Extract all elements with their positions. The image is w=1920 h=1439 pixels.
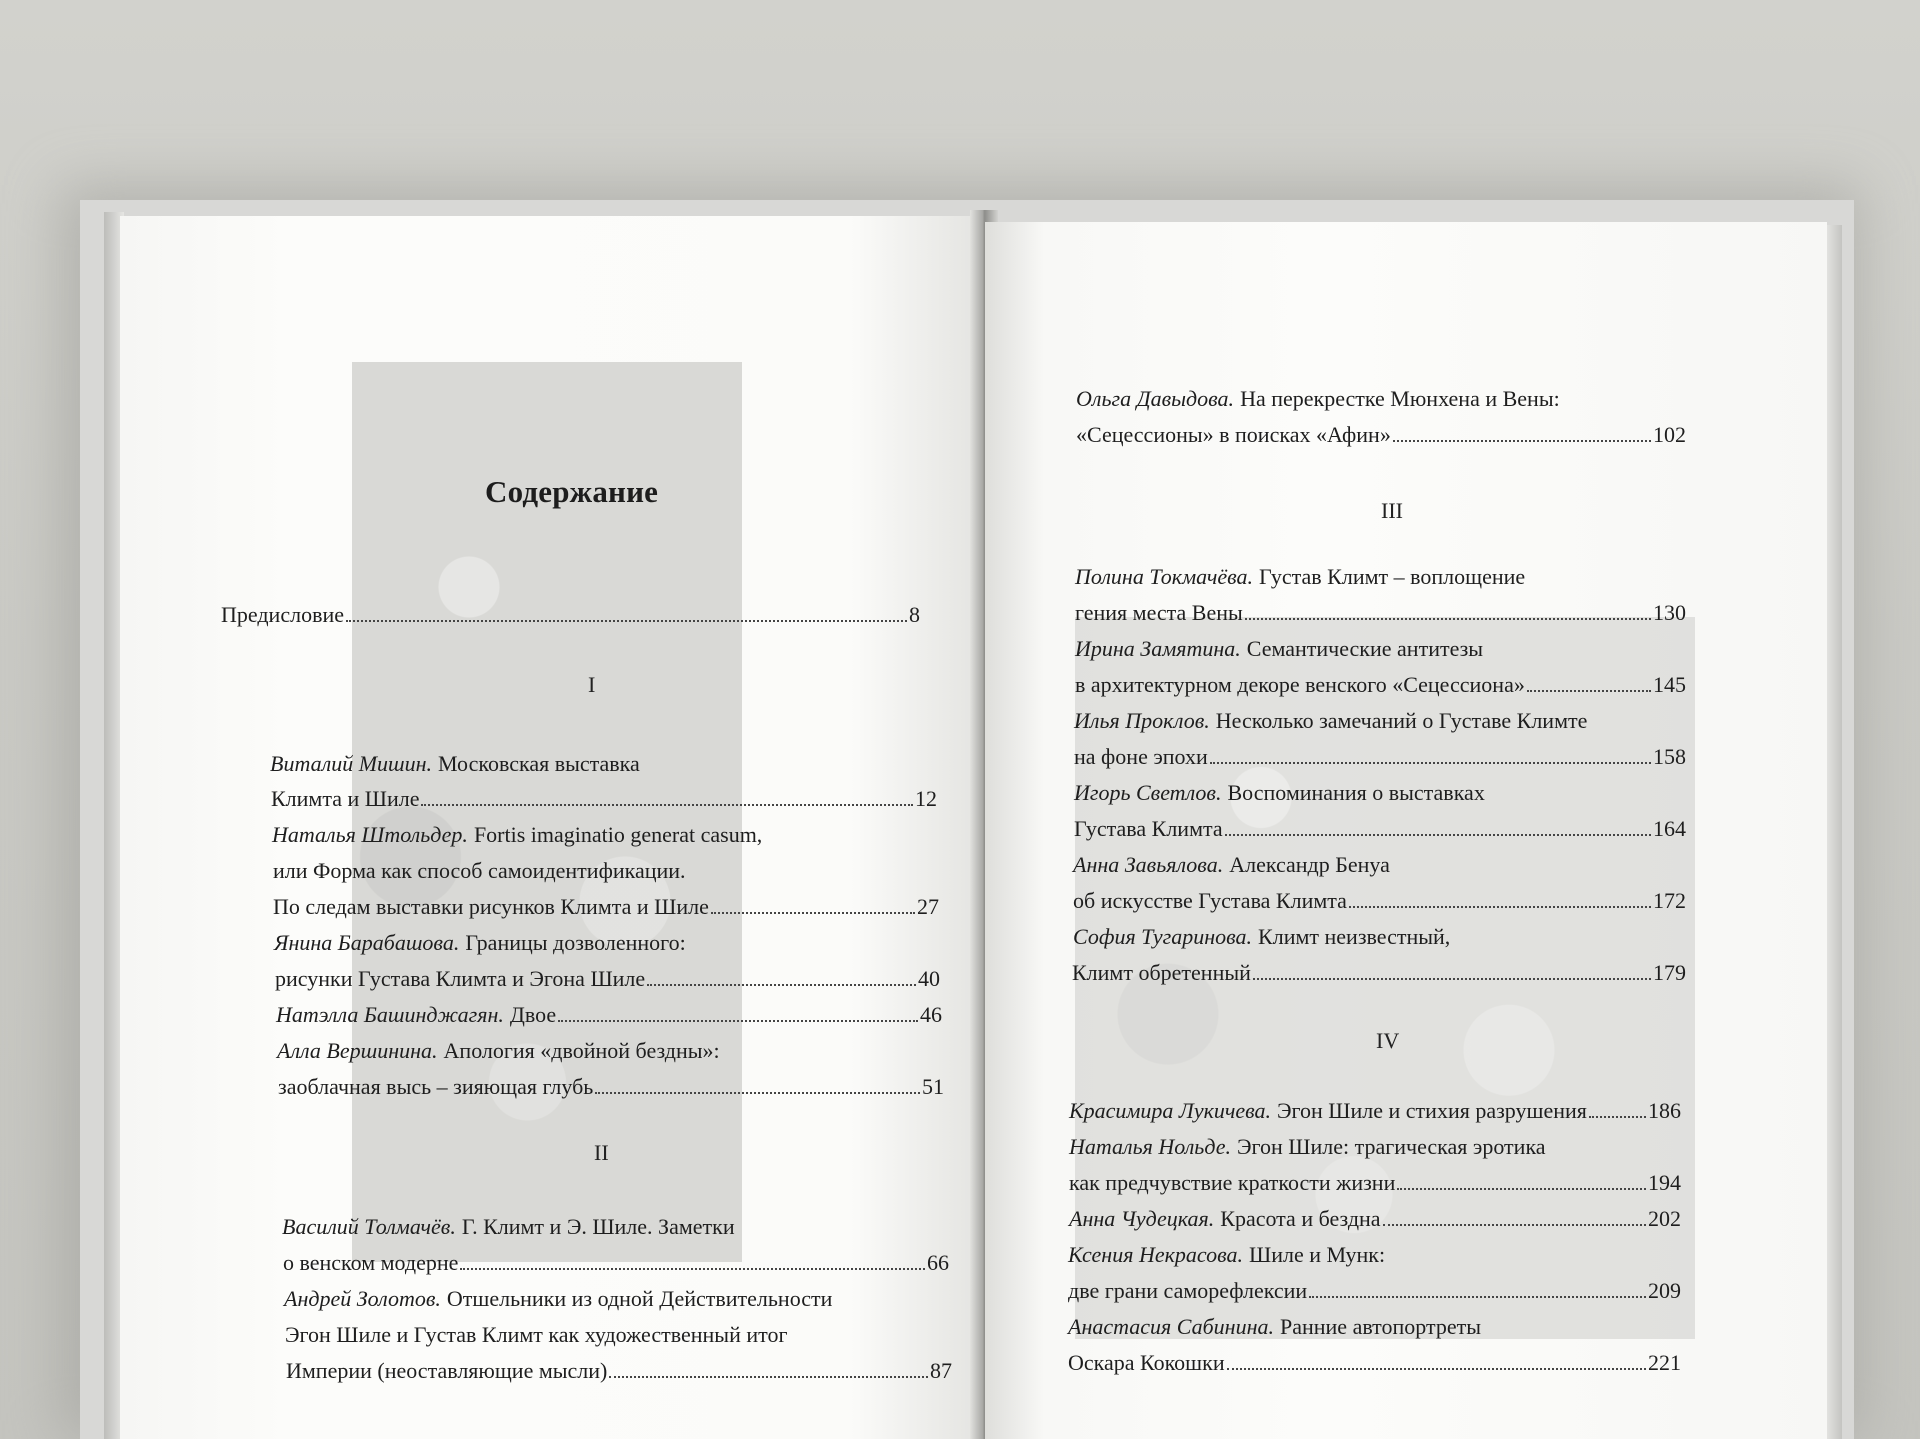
toc-page-number: 66 [927,1250,949,1275]
toc-author: София Тугаринова. [1073,924,1253,949]
toc-entry-continued[interactable] [1068,1280,1681,1302]
section-numeral: III [1381,498,1403,523]
toc-entry-continued [273,860,686,882]
toc-author: Натэлла Башинджагян. [276,1002,504,1027]
toc-leader [558,1020,918,1022]
toc-leader [1253,978,1651,980]
toc-entry-continued [285,1324,787,1346]
left-page [120,216,980,1439]
toc-entry[interactable] [274,932,686,954]
toc-leader [1527,690,1651,692]
toc-page-number: 172 [1653,888,1686,913]
toc-leader [421,804,913,806]
toc-page-number: 46 [920,1002,942,1027]
toc-page-number: 130 [1653,600,1686,625]
toc-entry-continued[interactable] [1074,746,1686,768]
toc-author: Ксения Некрасова. [1068,1242,1244,1267]
toc-leader [1309,1296,1646,1298]
toc-title: о венском модерне [283,1250,459,1275]
toc-page-number: 51 [922,1074,944,1099]
toc-title: Ранние автопортреты [1279,1314,1482,1339]
toc-title: в архитектурном декоре венского «Сецессиона» [1075,672,1525,697]
toc-title: об искусстве Густава Климта [1073,888,1347,913]
toc-entry[interactable] [272,824,762,846]
toc-leader [1210,762,1651,764]
toc-page-number: 186 [1648,1098,1681,1123]
toc-page-number: 27 [917,894,939,919]
toc-title: Двое [509,1002,557,1027]
toc-title: Красота и бездна [1220,1206,1381,1231]
toc-page-number: 102 [1653,422,1686,447]
toc-page-number: 158 [1653,744,1686,769]
toc-entry[interactable] [270,753,640,775]
toc-leader [1589,1116,1646,1118]
toc-leader [1225,834,1651,836]
toc-title: Густав Климт – воплощение [1259,564,1526,589]
toc-entry-continued[interactable] [273,896,939,918]
right-page [985,222,1827,1439]
toc-leader [711,912,915,914]
toc-page-number: 209 [1648,1278,1681,1303]
toc-page-number: 12 [915,786,937,811]
toc-entry[interactable] [277,1040,720,1062]
toc-title: Московская выставка [438,751,640,776]
toc-title: Воспоминания о выставках [1227,780,1485,805]
toc-page-number: 87 [930,1358,952,1383]
section-numeral: IV [1376,1028,1400,1053]
toc-author: Илья Проклов. [1074,708,1210,733]
toc-title: Климт неизвестный, [1258,924,1451,949]
toc-author: Анна Чудецкая. [1069,1206,1215,1231]
toc-page-number: 8 [909,602,920,627]
toc-title: Отшельники из одной Действительности [446,1286,833,1311]
toc-title: на фоне эпохи [1074,744,1208,769]
toc-page-number: 194 [1648,1170,1681,1195]
toc-author: Игорь Светлов. [1074,780,1222,805]
toc-entry-continued[interactable] [271,788,937,810]
section-numeral: II [594,1140,609,1165]
toc-entry-continued[interactable] [1073,890,1686,912]
toc-leader [595,1092,920,1094]
toc-leader [1227,1368,1646,1370]
toc-title: Предисловие [221,602,344,627]
toc-entry[interactable] [1068,1244,1385,1266]
toc-title: Границы дозволенного: [465,930,686,955]
toc-leader [346,620,907,622]
toc-author: Анастасия Сабинина. [1068,1314,1274,1339]
toc-entry[interactable] [215,604,920,626]
toc-entry[interactable] [1069,1208,1681,1230]
toc-author: Ольга Давыдова. [1076,386,1235,411]
toc-title: Шиле и Мунк: [1249,1242,1386,1267]
toc-leader [1397,1188,1646,1190]
toc-entry-continued[interactable] [1076,424,1686,446]
toc-title: Климта и Шиле [271,786,420,811]
toc-title: Апология «двойной бездны»: [443,1038,720,1063]
toc-title: Климт обретенный [1072,960,1251,985]
toc-title: Александр Бенуа [1229,852,1390,877]
toc-title: гения места Вены [1075,600,1243,625]
toc-page-number: 221 [1648,1350,1681,1375]
toc-page-number: 145 [1653,672,1686,697]
toc-title: Несколько замечаний о Густаве Климте [1215,708,1588,733]
toc-entry[interactable] [1073,854,1390,876]
toc-entry-continued[interactable] [1072,962,1686,984]
toc-entry[interactable] [1068,1316,1481,1338]
toc-entry-continued[interactable] [1074,818,1686,840]
toc-entry-continued[interactable] [1075,674,1686,696]
contents-heading: Содержание [485,474,659,509]
toc-title: как предчувствие краткости жизни [1069,1170,1396,1195]
toc-author: Наталья Штольдер. [272,822,468,847]
toc-title: Fortis imaginatio generat casum, [473,822,763,847]
toc-entry[interactable] [276,1004,942,1026]
toc-entry[interactable] [1069,1136,1546,1158]
toc-entry[interactable] [1069,1100,1681,1122]
toc-author: Наталья Нольде. [1069,1134,1231,1159]
toc-author: Виталий Мишин. [270,751,433,776]
toc-title: Г. Климт и Э. Шиле. Заметки [461,1214,735,1239]
toc-author: Алла Вершинина. [277,1038,438,1063]
toc-title: На перекрестке Мюнхена и Вены: [1240,386,1560,411]
toc-entry-continued[interactable] [1068,1352,1681,1374]
toc-page-number: 179 [1653,960,1686,985]
toc-author: Анна Завьялова. [1073,852,1224,877]
toc-leader [460,1268,925,1270]
toc-title: две грани саморефлексии [1068,1278,1308,1303]
toc-title: заоблачная высь – зияющая глубь [278,1074,594,1099]
toc-leader [1245,618,1651,620]
toc-author: Василий Толмачёв. [282,1214,456,1239]
toc-title: Эгон Шиле и Густав Климт как художественный итог [285,1322,788,1347]
toc-page-number: 164 [1653,816,1686,841]
toc-title: «Сецессионы» в поисках «Афин» [1076,422,1391,447]
toc-author: Полина Токмачёва. [1075,564,1253,589]
section-numeral: I [588,672,596,697]
toc-page-number: 40 [918,966,940,991]
toc-entry-continued[interactable] [1069,1172,1681,1194]
toc-title: Империи (неоставляющие мысли) [286,1358,608,1383]
toc-entry[interactable] [1076,388,1560,410]
toc-author: Красимира Лукичева. [1069,1098,1272,1123]
toc-author: Андрей Золотов. [284,1286,441,1311]
toc-entry-continued[interactable] [286,1360,952,1382]
toc-title: По следам выставки рисунков Климта и Шиле [273,894,709,919]
toc-entry[interactable] [284,1288,832,1310]
toc-title: Эгон Шиле: трагическая эротика [1236,1134,1546,1159]
toc-title: Семантические антитезы [1246,636,1484,661]
toc-entry[interactable] [1074,782,1485,804]
toc-leader [1383,1224,1646,1226]
toc-title: Густава Климта [1074,816,1223,841]
toc-entry[interactable] [1075,566,1525,588]
toc-entry[interactable] [1075,638,1483,660]
toc-leader [647,984,916,986]
toc-entry-continued[interactable] [1075,602,1686,624]
toc-title: рисунки Густава Климта и Эгона Шиле [275,966,646,991]
toc-author: Янина Барабашова. [274,930,460,955]
toc-leader [1393,440,1651,442]
toc-entry-continued[interactable] [283,1252,949,1274]
toc-page-number: 202 [1648,1206,1681,1231]
toc-title: Эгон Шиле и стихия разрушения [1277,1098,1587,1123]
toc-entry[interactable] [282,1216,735,1238]
toc-title: Оскара Кокошки [1068,1350,1225,1375]
toc-entry-continued[interactable] [278,1076,944,1098]
toc-title: или Форма как способ самоидентификации. [273,858,686,883]
toc-leader [609,1376,928,1378]
toc-leader [1349,906,1651,908]
toc-entry[interactable] [1074,710,1587,732]
toc-entry-continued[interactable] [275,968,940,990]
toc-entry[interactable] [1073,926,1450,948]
toc-author: Ирина Замятина. [1075,636,1241,661]
